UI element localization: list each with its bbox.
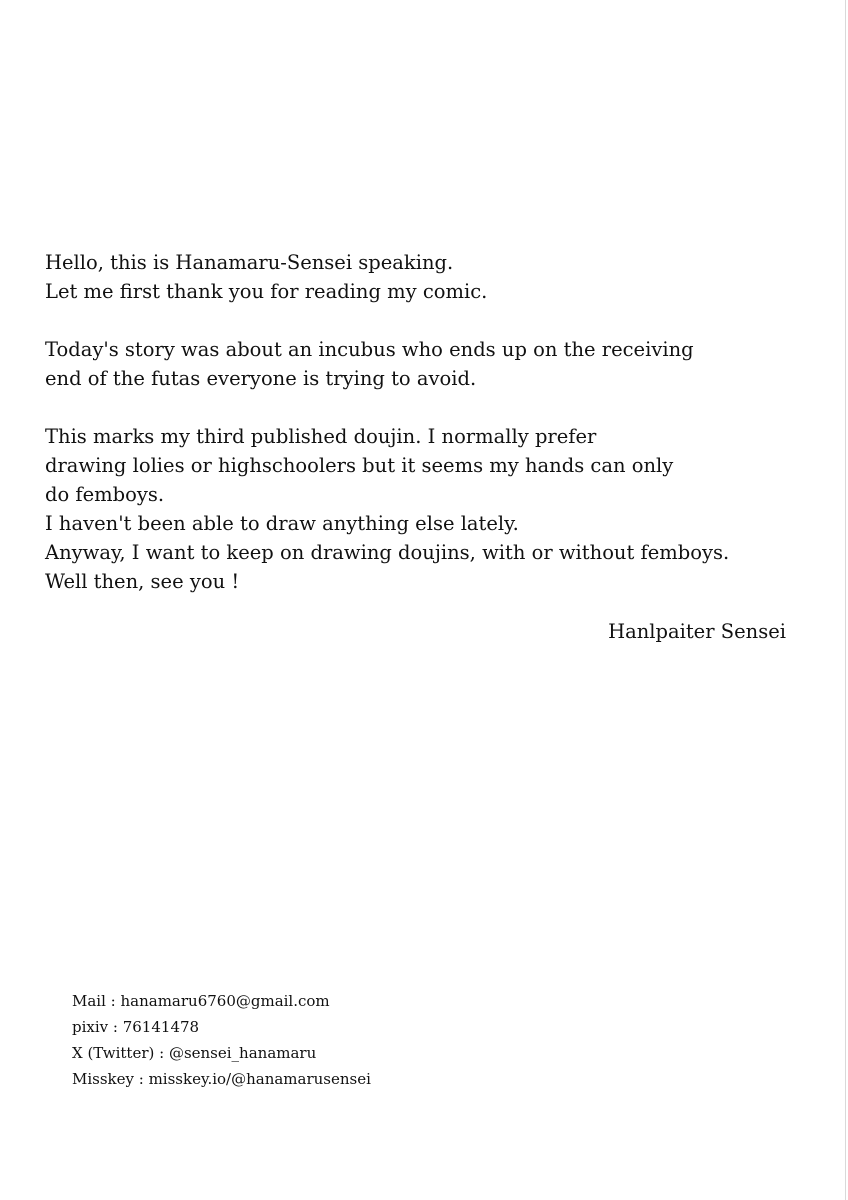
greeting-paragraph [45,248,805,306]
story-paragraph [45,335,805,393]
message-line: This marks my third published doujin. I normally prefer [45,425,597,448]
contact-mail: Mail : hanamaru6760@gmail.com [72,992,330,1010]
message-line: I haven't been able to draw anything else lately. [45,512,519,535]
message-line: Hello, this is Hanamaru-Sensei speaking. [45,251,454,274]
message-line: Well then, see you ! [45,570,240,593]
message-line: Today's story was about an incubus who ends up on the receiving [45,338,694,361]
message-line: Let me first thank you for reading my comic. [45,280,488,303]
message-line: Anyway, I want to keep on drawing doujins, with or without femboys. [45,541,730,564]
page-edge-line [845,0,846,1200]
contact-misskey: Misskey : misskey.io/@hanamarusensei [72,1070,371,1088]
author-signature: Hanlpaiter Sensei [608,620,786,643]
contact-info [72,988,371,1092]
message-line: do femboys. [45,483,165,506]
message-line: drawing lolies or highschoolers but it seems my hands can only [45,454,674,477]
contact-pixiv: pixiv : 76141478 [72,1018,200,1036]
afterword-message [45,248,805,625]
message-line: end of the futas everyone is trying to avoid. [45,367,477,390]
closing-paragraph [45,422,805,596]
contact-twitter: X (Twitter) : @sensei_hanamaru [72,1044,317,1062]
